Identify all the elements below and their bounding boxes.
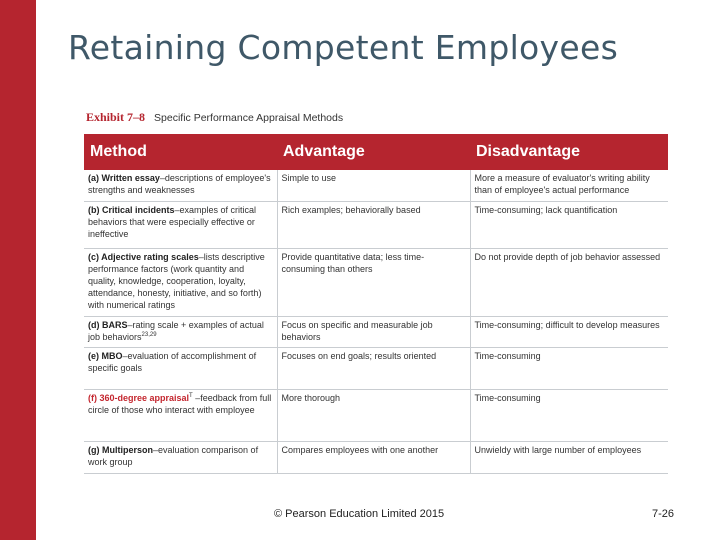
- method-name: (g) Multiperson: [88, 445, 153, 455]
- table-row: [84, 170, 668, 202]
- advantage-cell: Focus on specific and measurable job behaviors: [277, 317, 470, 348]
- method-cell: [84, 348, 277, 390]
- disadvantage-cell: Time-consuming; lack quantification: [470, 202, 668, 249]
- method-name: (a) Written essay: [88, 173, 160, 183]
- header-advantage: Advantage: [277, 134, 470, 170]
- table-row: [84, 202, 668, 249]
- exhibit-number: Exhibit 7–8: [86, 110, 146, 124]
- appraisal-methods-table: [84, 134, 668, 474]
- advantage-cell: Simple to use: [277, 170, 470, 202]
- disadvantage-cell: Time-consuming; difficult to develop measures: [470, 317, 668, 348]
- method-cell: [84, 170, 277, 202]
- disadvantage-cell: Do not provide depth of job behavior assessed: [470, 249, 668, 317]
- exhibit-table-image: [84, 108, 678, 488]
- method-desc: –feedback from full circle of those who interact with employee: [88, 393, 272, 415]
- method-desc: –evaluation of accomplishment of specific goals: [88, 351, 257, 373]
- method-desc: –evaluation comparison of work group: [88, 445, 259, 467]
- footer-copyright: © Pearson Education Limited 2015: [274, 508, 445, 520]
- method-cell: [84, 249, 277, 317]
- advantage-cell: Provide quantitative data; less time-consuming than others: [277, 249, 470, 317]
- method-cell: [84, 442, 277, 474]
- slide-title: Retaining Competent Employees: [68, 28, 619, 67]
- page-number: 7-26: [652, 508, 675, 520]
- table-row: [84, 348, 668, 390]
- disadvantage-cell: Time-consuming: [470, 390, 668, 442]
- exhibit-caption: Specific Performance Appraisal Methods: [154, 112, 344, 124]
- method-reference: T: [189, 393, 193, 399]
- exhibit-heading: [86, 110, 343, 125]
- method-name: (d) BARS: [88, 320, 128, 330]
- disadvantage-cell: Time-consuming: [470, 348, 668, 390]
- method-cell: [84, 390, 277, 442]
- method-name: (e) MBO: [88, 351, 123, 361]
- advantage-cell: Compares employees with one another: [277, 442, 470, 474]
- table-row: [84, 249, 668, 317]
- disadvantage-cell: More a measure of evaluator's writing ability than of employee's actual performance: [470, 170, 668, 202]
- header-disadvantage: Disadvantage: [470, 134, 668, 170]
- method-desc: –rating scale + examples of actual job behaviors: [88, 320, 264, 342]
- table-row: [84, 442, 668, 474]
- table-row: [84, 390, 668, 442]
- side-accent-bar: [0, 0, 36, 540]
- advantage-cell: Rich examples; behaviorally based: [277, 202, 470, 249]
- header-method: Method: [84, 134, 277, 170]
- disadvantage-cell: Unwieldy with large number of employees: [470, 442, 668, 474]
- method-reference: 23,29: [141, 332, 157, 338]
- table-row: [84, 317, 668, 348]
- method-name: (f) 360-degree appraisal: [88, 393, 190, 403]
- method-desc: –examples of critical behaviors that were especially effective or ineffective: [88, 205, 257, 239]
- method-cell: [84, 317, 277, 348]
- method-name: (b) Critical incidents: [88, 205, 175, 215]
- advantage-cell: More thorough: [277, 390, 470, 442]
- method-desc: –descriptions of employee's strengths and weaknesses: [88, 173, 271, 195]
- method-desc: –lists descriptive performance factors (work quantity and quality, knowledge, cooperation, loyalty, attendance, honesty, initiative, and so forth) with numerical ratings: [88, 252, 265, 310]
- table-header-row: [84, 134, 668, 170]
- advantage-cell: Focuses on end goals; results oriented: [277, 348, 470, 390]
- method-name: (c) Adjective rating scales: [88, 252, 199, 262]
- method-cell: [84, 202, 277, 249]
